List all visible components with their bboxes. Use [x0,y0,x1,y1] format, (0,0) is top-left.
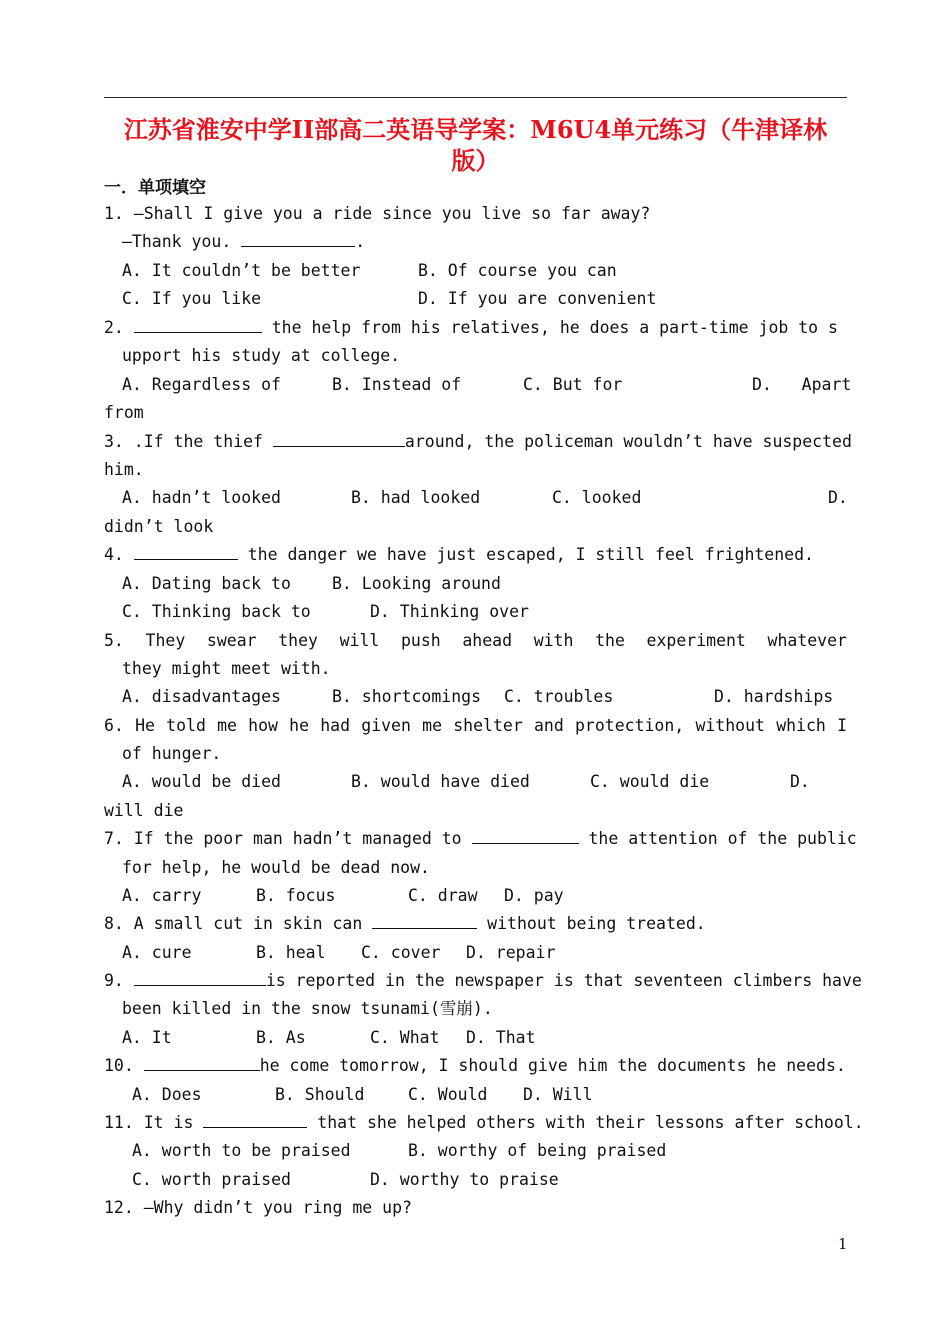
q12-stem: 12. —Why didn’t you ring me up? [104,1198,412,1217]
q3-stem-line-2: him. [104,460,144,479]
q1-reply [122,231,365,253]
q10-stem [104,1055,846,1077]
q3-option-a: A. hadn’t looked [122,488,281,507]
q3-option-b: B. had looked [351,488,481,507]
q1-option-c: C. If you like [122,289,262,308]
q9-stem [104,970,862,992]
q2-answer-blank[interactable] [134,317,262,333]
q6-option-d-wrap: will die [104,801,184,820]
q4-option-c: C. Thinking back to [122,602,311,621]
q4-answer-blank[interactable] [134,544,238,560]
q2-stem-text: the help from his relatives, he does a part-time job to s [261,318,838,337]
q2-stem-line-2: upport his study at college. [122,346,401,365]
q4-number: 4. [104,545,124,564]
q2-option-d-wrap: from [104,403,144,422]
q5-option-a: A. disadvantages [122,687,281,706]
q5-stem-line-2: they might meet with. [122,659,331,678]
q2-option-b: B. Instead of [332,375,462,394]
q3-stem-prefix: 3. .If the thief [104,432,273,451]
q11-stem-prefix: 11. It is [104,1113,204,1132]
q1-reply-suffix: . [355,232,366,251]
q7-stem-suffix: the attention of the public [578,829,857,848]
q7-stem-line-2: for help, he would be dead now. [122,858,430,877]
q6-stem-line-2: of hunger. [122,744,222,763]
q8-stem-suffix: without being treated. [477,914,706,933]
q11-stem [104,1112,864,1134]
q8-stem-prefix: 8. A small cut in skin can [104,914,373,933]
q8-option-d: D. repair [466,943,556,962]
q8-stem [104,913,706,935]
q6-option-a: A. would be died [122,772,281,791]
q9-stem-text: is reported in the newspaper is that seventeen climbers have [265,971,862,990]
q4-option-d: D. Thinking over [370,602,529,621]
q3-stem [104,431,852,453]
q7-option-d: D. pay [504,886,564,905]
q3-answer-blank[interactable] [273,431,405,447]
title-line-1: 江苏省淮安中学II部高二英语导学案：M6U4单元练习（牛津译林 [123,115,828,144]
q10-option-b: B. Should [275,1085,365,1104]
page-title [104,114,847,176]
q9-answer-blank[interactable] [134,970,266,986]
q7-answer-blank[interactable] [472,828,579,844]
q2-number: 2. [104,318,124,337]
q6-option-d: D. [790,772,810,791]
q6-option-b: B. would have died [351,772,530,791]
q2-stem [104,317,838,339]
q11-option-c: C. worth praised [132,1170,291,1189]
q8-option-b: B. heal [256,943,326,962]
header-rule [104,97,847,98]
q1-reply-prefix: —Thank you. [122,232,242,251]
q11-stem-suffix: that she helped others with their lessons after school. [307,1113,864,1132]
q6-stem: 6. He told me how he had given me shelter and protection, without which I [104,716,847,735]
q1-stem: 1. —Shall I give you a ride since you live so far away? [104,204,651,223]
q4-option-a: A. Dating back to [122,574,291,593]
q10-option-a: A. Does [132,1085,202,1104]
q9-option-a: A. It [122,1028,172,1047]
q5-stem: 5. They swear they will push ahead with the experiment whatever [104,631,847,650]
q5-option-b: B. shortcomings [332,687,482,706]
q4-stem-text: the danger we have just escaped, I still feel frightened. [237,545,814,564]
q4-option-b: B. Looking around [332,574,501,593]
q1-answer-blank[interactable] [241,231,355,247]
q5-option-c: C. troubles [504,687,614,706]
q3-option-d-wrap: didn’t look [104,517,214,536]
q8-answer-blank[interactable] [372,913,477,929]
q9-option-c: C. What [370,1028,440,1047]
q11-option-b: B. worthy of being praised [408,1141,667,1160]
q2-option-c: C. But for [523,375,623,394]
q11-answer-blank[interactable] [203,1112,307,1128]
q8-option-c: C. cover [361,943,441,962]
q10-option-d: D. Will [523,1085,593,1104]
q2-option-a: A. Regardless of [122,375,281,394]
q1-option-d: D. If you are convenient [418,289,657,308]
q7-stem-prefix: 7. If the poor man hadn’t managed to [104,829,472,848]
q5-option-d: D. hardships [714,687,834,706]
q8-option-a: A. cure [122,943,192,962]
q11-option-d: D. worthy to praise [370,1170,559,1189]
q7-stem [104,828,857,850]
q7-option-a: A. carry [122,886,202,905]
q7-option-b: B. focus [256,886,336,905]
q9-option-d: D. That [466,1028,536,1047]
q10-option-c: C. Would [408,1085,488,1104]
q2-option-d: D. Apart [752,375,852,394]
q9-option-b: B. As [256,1028,306,1047]
q10-number: 10. [104,1056,144,1075]
q1-option-a: A. It couldn’t be better [122,261,361,280]
q3-option-d: D. [828,488,848,507]
q3-option-c: C. looked [552,488,642,507]
q3-stem-suffix: around, the policeman wouldn’t have suspected [404,432,852,451]
q6-option-c: C. would die [590,772,710,791]
q10-answer-blank[interactable] [144,1055,260,1071]
q9-number: 9. [104,971,124,990]
q4-stem [104,544,814,566]
title-line-2: 版） [451,146,500,175]
q9-stem-line-2: been killed in the snow tsunami(雪崩). [122,999,493,1018]
q1-option-b: B. Of course you can [418,261,617,280]
q7-option-c: C. draw [408,886,478,905]
section-heading: 一．单项填空 [104,178,206,198]
page-number: 1 [838,1235,848,1253]
q10-stem-text: he come tomorrow, I should give him the documents he needs. [259,1056,846,1075]
q11-option-a: A. worth to be praised [132,1141,351,1160]
